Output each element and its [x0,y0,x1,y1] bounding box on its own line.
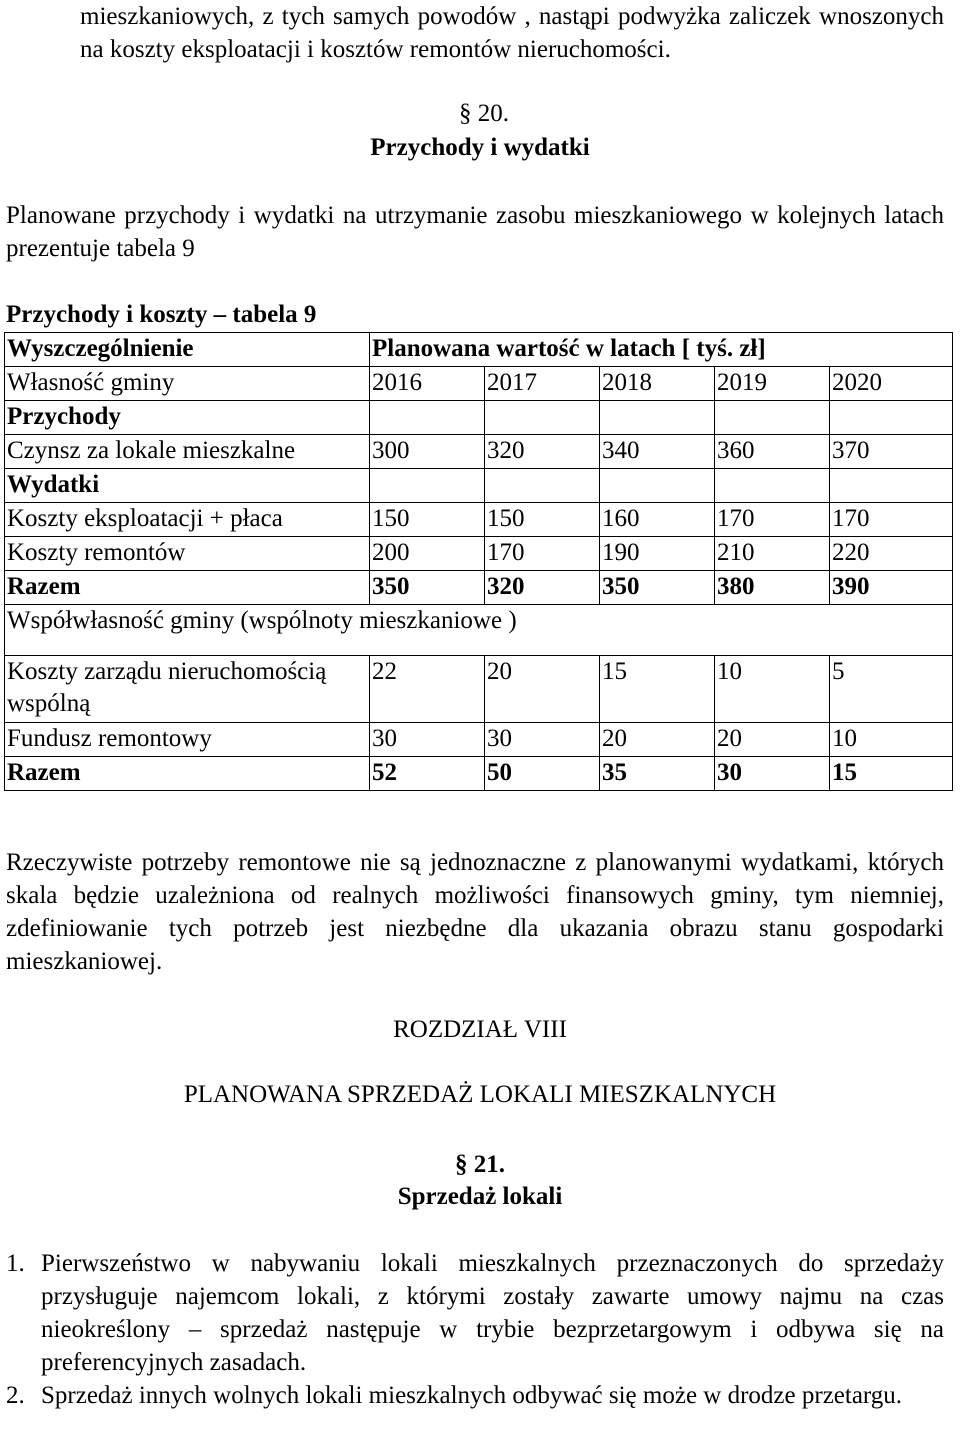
income-costs-table [4,332,953,791]
value-cell: 50 [485,757,600,791]
value-cell: 390 [830,571,953,605]
expenses-heading-cell: Wydatki [5,469,370,503]
value-cell: 210 [715,537,830,571]
empty-cell [485,401,600,435]
year-cell: 2020 [830,367,953,401]
repairs-label: Koszty remontów [5,537,370,571]
empty-cell [715,469,830,503]
management-costs-row [5,656,953,723]
value-cell: 170 [485,537,600,571]
value-cell: 350 [600,571,715,605]
value-cell: 20 [600,723,715,757]
co-ownership-heading-row [5,605,953,656]
section-21-title: Sprzedaż lokali [397,1183,563,1210]
total-row-2 [5,757,953,791]
intro-paragraph: Planowane przychody i wydatki na utrzymanie zasobu mieszkaniowego w kolejnych latach prezentuje tabela 9 [6,202,944,262]
empty-cell [370,469,485,503]
total-label: Razem [5,757,370,791]
value-cell: 150 [370,503,485,537]
value-cell: 320 [485,435,600,469]
income-heading-row [5,401,953,435]
value-cell: 22 [370,656,485,723]
after-table-paragraph: Rzeczywiste potrzeby remontowe nie są jednoznaczne z planowanymi wydatkami, których skala będzie uzależniona od realnych możliwości finansowych gminy, tym niemniej, zdefiniowanie tych potrzeb jest niezbędne dla ukazania obrazu stanu gospodarki mieszkaniowej. [6,849,944,975]
years-row [5,367,953,401]
value-cell: 30 [715,757,830,791]
empty-cell [600,401,715,435]
repairs-row [5,537,953,571]
value-cell: 35 [600,757,715,791]
years-row-label: Własność gminy [5,367,370,401]
value-cell: 320 [485,571,600,605]
list-item-number: 1. [6,1250,25,1277]
list-item-text: Pierwszeństwo w nabywaniu lokali mieszkalnych przeznaczonych do sprzedaży przysługuje najemcom lokali, z którymi zostały zawarte umowy najmu na czas nieokreślony – sprzedaż następuje w trybie bezprzetargowym i odbywa się na preferencyjnych zasadach. [41,1250,944,1376]
total-row-1 [5,571,953,605]
empty-cell [830,469,953,503]
value-cell: 150 [485,503,600,537]
value-cell: 220 [830,537,953,571]
rent-row-label: Czynsz za lokale mieszkalne [5,435,370,469]
list-item-text: Sprzedaż innych wolnych lokali mieszkalnych odbywać się może w drodze przetargu. [41,1382,903,1409]
value-cell: 20 [485,656,600,723]
value-cell: 200 [370,537,485,571]
top-paragraph: mieszkaniowych, z tych samych powodów , nastąpi podwyżka zaliczek wnoszonych na koszty eksploatacji i kosztów remontów nieruchomości. [80,3,944,63]
co-ownership-heading-cell: Współwłasność gminy (wspólnoty mieszkaniowe ) [5,605,953,656]
list-item [6,1247,944,1379]
value-cell: 300 [370,435,485,469]
section-20-title: Przychody i wydatki [370,134,590,161]
income-heading-cell: Przychody [5,401,370,435]
empty-cell [715,401,830,435]
value-cell: 15 [830,757,953,791]
year-cell: 2016 [370,367,485,401]
rent-row [5,435,953,469]
header-value-cell: Planowana wartość w latach [ tyś. zł] [370,333,953,367]
management-costs-label: Koszty zarządu nieruchomością wspólną [5,656,370,723]
operating-costs-row [5,503,953,537]
value-cell: 52 [370,757,485,791]
repair-fund-label: Fundusz remontowy [5,723,370,757]
value-cell: 5 [830,656,953,723]
repair-fund-row [5,723,953,757]
empty-cell [830,401,953,435]
value-cell: 30 [370,723,485,757]
value-cell: 370 [830,435,953,469]
sale-rules-list [6,1247,944,1412]
section-21-number: § 21. [455,1151,505,1178]
expenses-heading-row [5,469,953,503]
value-cell: 340 [600,435,715,469]
table-header-row [5,333,953,367]
year-cell: 2017 [485,367,600,401]
value-cell: 30 [485,723,600,757]
empty-cell [600,469,715,503]
value-cell: 10 [830,723,953,757]
value-cell: 380 [715,571,830,605]
empty-cell [370,401,485,435]
header-label-cell: Wyszczególnienie [5,333,370,367]
section-20-number-text: § 20. [459,100,509,127]
total-label: Razem [5,571,370,605]
value-cell: 170 [830,503,953,537]
list-item [6,1379,944,1412]
operating-costs-label: Koszty eksploatacji + płaca [5,503,370,537]
list-item-number: 2. [6,1382,25,1409]
chapter-title: ROZDZIAŁ VIII [393,1016,567,1043]
value-cell: 190 [600,537,715,571]
table-title: Przychody i koszty – tabela 9 [6,301,317,328]
year-cell: 2019 [715,367,830,401]
section-20-number [0,97,960,130]
chapter-subtitle: PLANOWANA SPRZEDAŻ LOKALI MIESZKALNYCH [183,1081,777,1108]
value-cell: 350 [370,571,485,605]
value-cell: 20 [715,723,830,757]
value-cell: 15 [600,656,715,723]
year-cell: 2018 [600,367,715,401]
empty-cell [485,469,600,503]
value-cell: 160 [600,503,715,537]
value-cell: 360 [715,435,830,469]
value-cell: 10 [715,656,830,723]
value-cell: 170 [715,503,830,537]
